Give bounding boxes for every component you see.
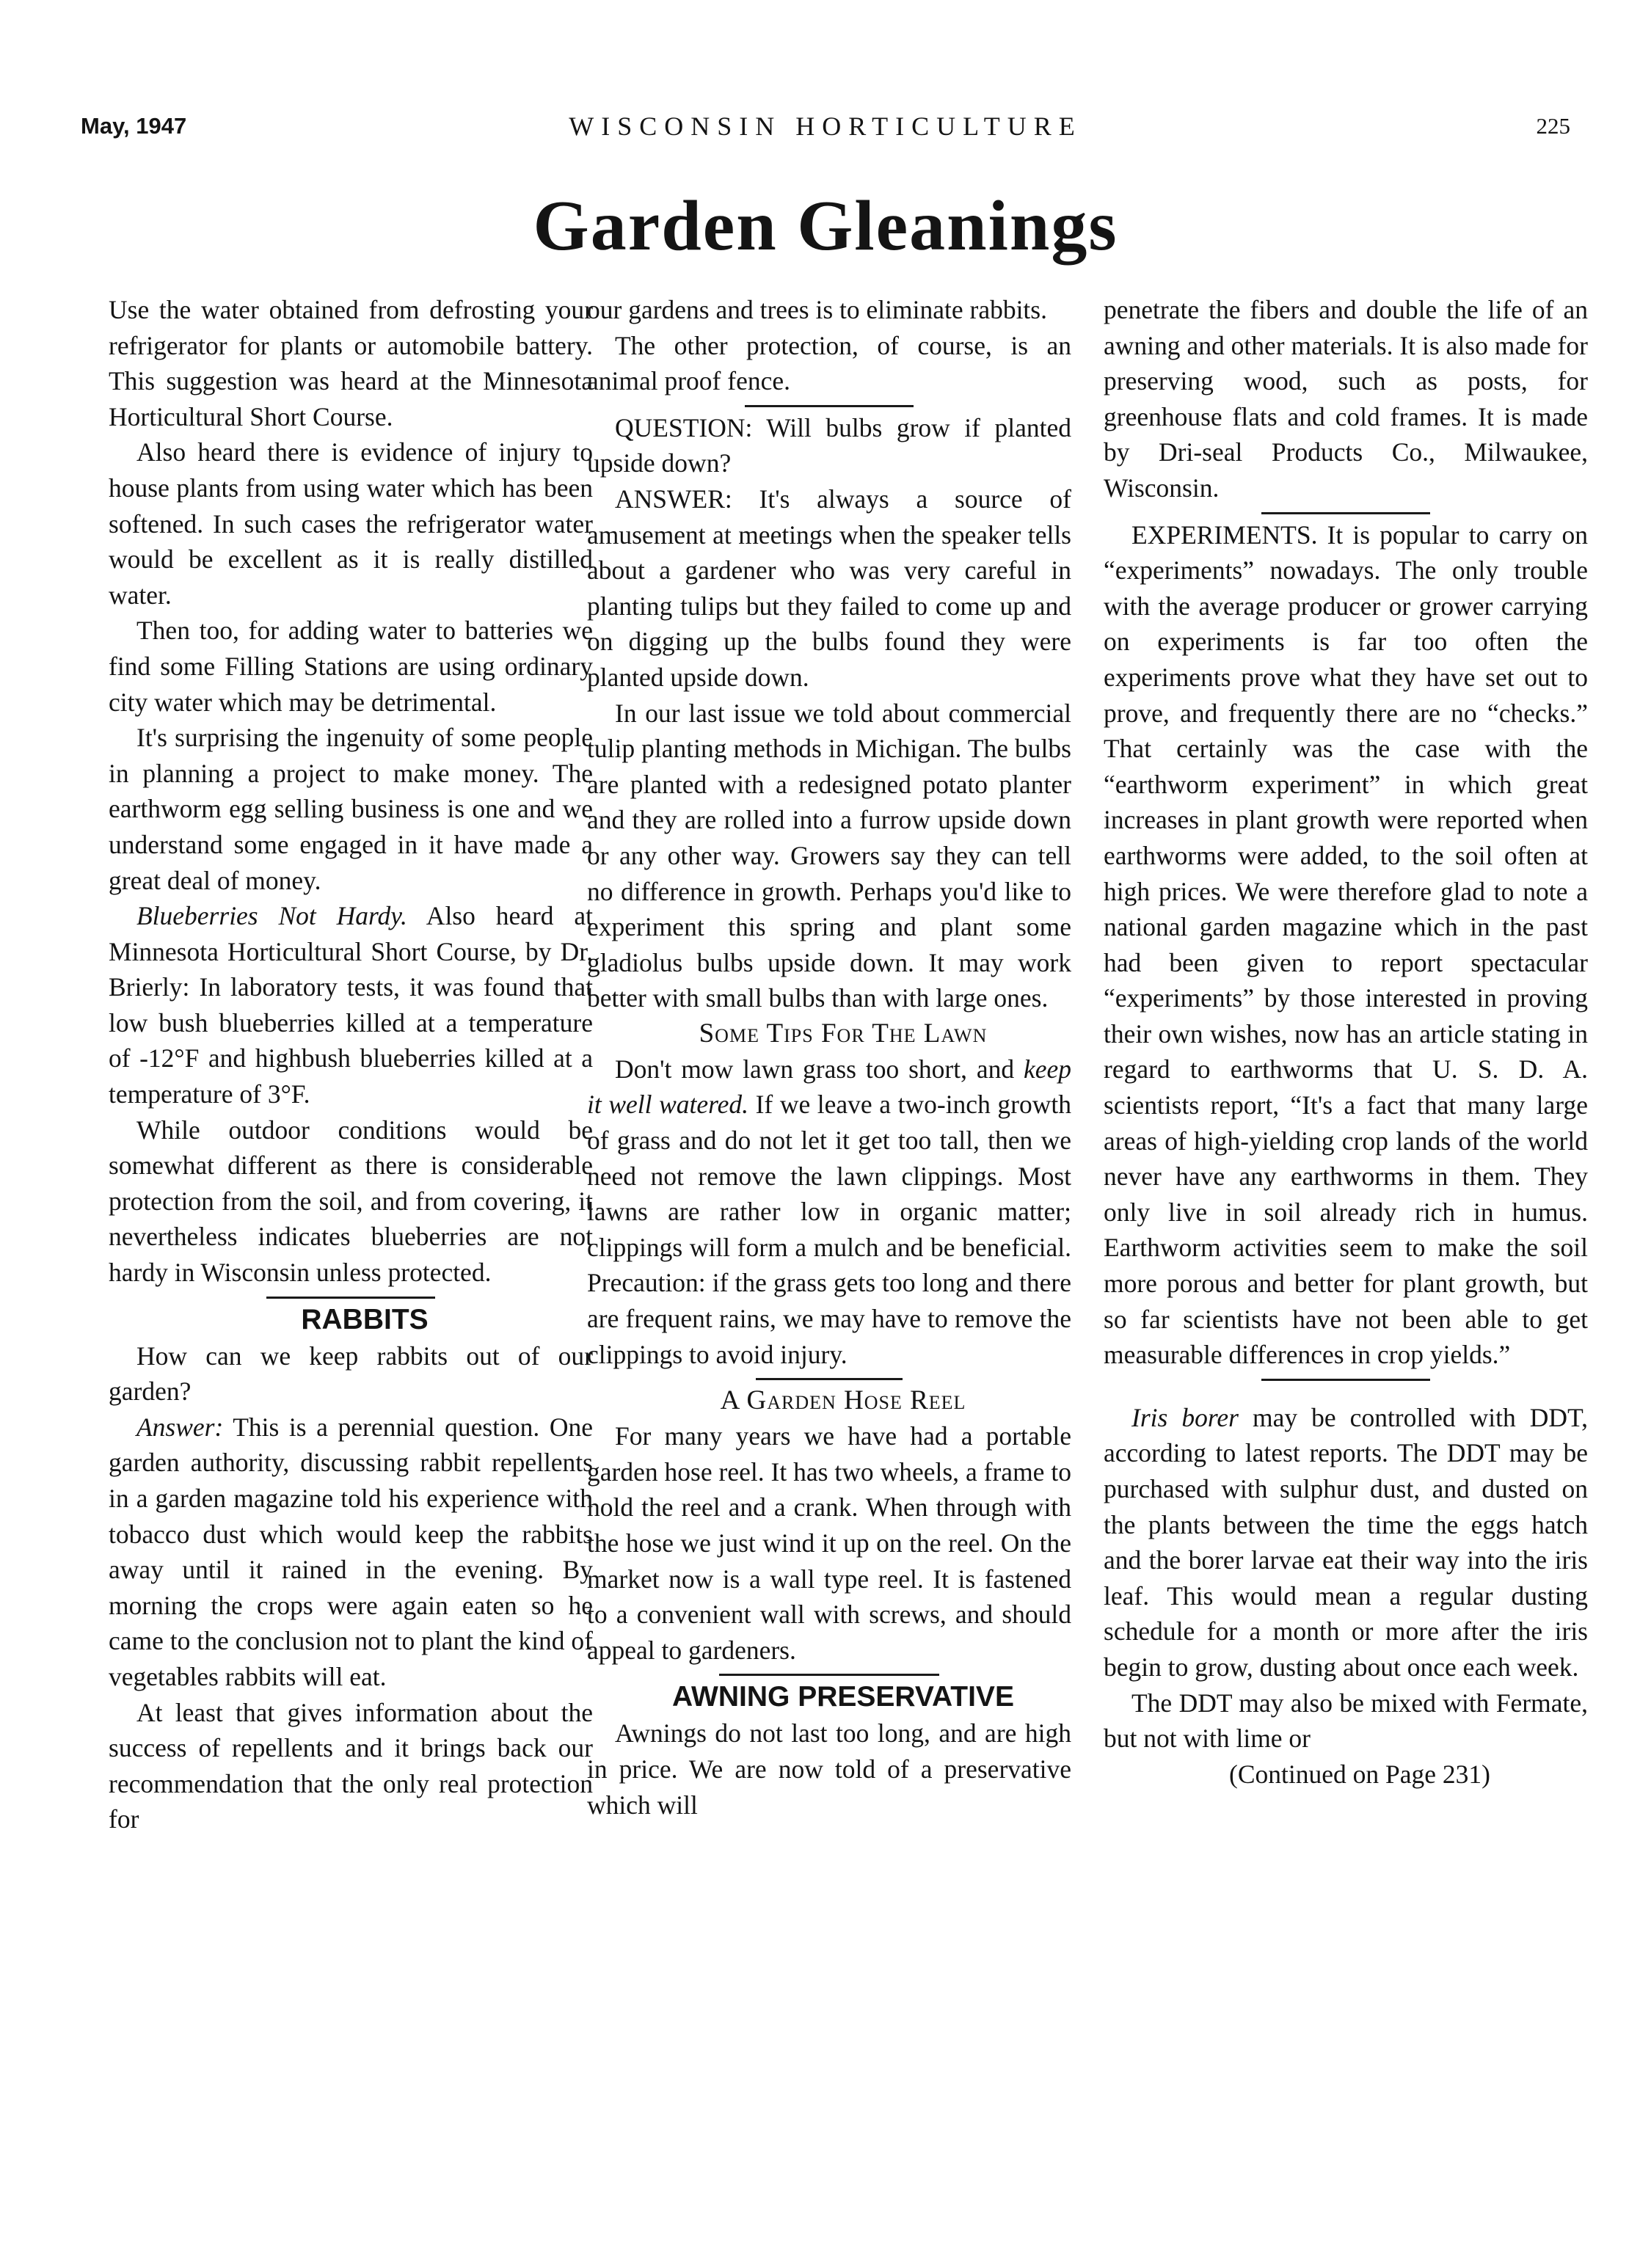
experiments-paragraph: EXPERIMENTS. It is popular to carry on “experiments” nowadays. The only trouble with the average producer or grower carrying on experiments is far too often the experiments prove what they have set out to prove, and frequently there are no “checks.” That certainly was the case with the “earthworm experiment” in which great increases in plant growth were reported when earthworms were added, to the soil often at high prices. We were therefore glad to note a national garden magazine which in the past had been given to report spectacular “experiments” by those interested in proving their own wishes, now has an article stating in regard to earthworms that U. S. D. A. scientists report, “It's a fact that many large areas of high-yielding crop lands of the world never have any earthworms in them. They only live in soil already rich in humus. Earthworm activities seem to make the soil more porous and better for plant growth, but so far scientists have not been able to get measurable differences in crop yields.”	[1104, 519, 1588, 1370]
paragraph: At least that gives information about the success of repellents and it brings back our recommendation that the only real protection for	[109, 1697, 593, 1834]
lawn-text-b: If we leave a two-inch growth of grass and do not let it get too tall, then we need not remove the lawn clippings. Most lawns are rather low in organic matter; clippings will form a mulch and be beneficial. Precaution: if the grass gets too long and there are frequent rains, we may have to remove the clippings to avoid injury.	[587, 1090, 1071, 1369]
bulbs-question: QUESTION: Will bulbs grow if planted upside down?	[587, 412, 1071, 478]
section-divider	[756, 1378, 903, 1380]
paragraph	[587, 1051, 1071, 1372]
page-number: 225	[1536, 113, 1570, 139]
paragraph: While outdoor conditions would be somewhat different as there is considerable protection from the soil, and from covering, it nevertheless indicates blueberries are not hardy in Wisconsin unless protected.	[109, 1115, 593, 1288]
paragraph: Also heard there is evidence of injury to house plants from using water which has been softened. In such cases the refrigerator water would be excellent as it is really distilled water.	[109, 437, 593, 610]
lawn-text-italic: keep it well watered.	[587, 1054, 1071, 1120]
column-1	[109, 292, 593, 1837]
iris-borer-body: may be controlled with DDT, according to latest reports. The DDT may be purchased with sulphur dust, and dusted on the plants between the time the eggs hatch and the borer larvae eat their way into the iris leaf. This would mean a regular dusting schedule for a month or more after the iris begin to grow, dusting about once each week.	[1104, 1402, 1588, 1682]
article-title: Garden Gleanings	[533, 186, 1118, 266]
rabbits-question: How can we keep rabbits out of our garden?	[109, 1341, 593, 1407]
section-divider	[745, 405, 914, 407]
section-divider	[1261, 512, 1430, 514]
issue-date: May, 1947	[81, 113, 187, 139]
section-divider	[1261, 1379, 1430, 1381]
awning-heading: AWNING PRESERVATIVE	[672, 1681, 1014, 1713]
magazine-title: WISCONSIN HORTICULTURE	[569, 112, 1082, 141]
bulbs-answer: ANSWER: It's always a source of amusement at meetings when the speaker tells about a gardener who was very careful in planting tulips but they failed to come up and on digging up the bulbs found they were planted upside down.	[587, 484, 1071, 692]
paragraph: our gardens and trees is to eliminate rabbits.	[587, 295, 1047, 324]
iris-borer-lead: Iris borer	[1131, 1402, 1239, 1432]
blueberries-lead: Blueberries Not Hardy.	[136, 901, 407, 931]
rabbits-heading: RABBITS	[301, 1303, 429, 1335]
blueberries-body: Also heard at Minnesota Horticultural Short Course, by Dr. Brierly: In laboratory tests, it was found that low bush blueberries killed at a temperature of -12°F and highbush blueberries killed at a temperature of 3°F.	[109, 901, 594, 1109]
paragraph: The other protection, of course, is an animal proof fence.	[587, 330, 1071, 396]
column-2	[587, 292, 1071, 1823]
paragraph	[1104, 1400, 1588, 1685]
hose-reel-heading: A Garden Hose Reel	[720, 1385, 966, 1416]
continued-note: (Continued on Page 231)	[1229, 1759, 1490, 1789]
paragraph: It's surprising the ingenuity of some people in planning a project to make money. The earthworm egg selling business is one and we understand some engaged in it have made a great deal of money.	[109, 723, 593, 895]
paragraph: Then too, for adding water to batteries we find some Filling Stations are using ordinary city water which may be detrimental.	[109, 616, 593, 717]
paragraph: Use the water obtained from defrosting your refrigerator for plants or automobile battery. This suggestion was heard at the Minnesota Horticultural Short Course.	[109, 295, 593, 431]
paragraph: The DDT may also be mixed with Fermate, but not with lime or	[1104, 1688, 1588, 1754]
lawn-text-a: Don't mow lawn grass too short, and	[615, 1054, 1024, 1084]
section-divider	[266, 1297, 435, 1299]
lawn-heading: Some Tips For The Lawn	[699, 1018, 988, 1049]
answer-body: This is a perennial question. One garden authority, discussing rabbit repellents in a garden magazine told his experience with tobacco dust which would keep the rabbits away until it rained in the evening. By morning the crops were again eaten so he came to the conclusion not to plant the kind of vegetables rabbits will eat.	[109, 1412, 593, 1691]
paragraph	[109, 1410, 593, 1695]
paragraph: penetrate the fibers and double the life of an awning and other materials. It is also made for preserving wood, such as posts, for greenhouse flats and cold frames. It is made by Dri-seal Products Co., Milwaukee, Wisconsin.	[1104, 295, 1588, 503]
answer-lead: Answer:	[136, 1412, 224, 1442]
section-divider	[719, 1674, 939, 1676]
paragraph	[109, 898, 593, 1112]
paragraph: Awnings do not last too long, and are high in price. We are now told of a preservative which will	[587, 1718, 1071, 1820]
paragraph: In our last issue we told about commercial tulip planting methods in Michigan. The bulbs are planted with a redesigned potato planter and they are rolled into a furrow upside down or any other way. Growers say they can tell no difference in growth. Perhaps you'd like to experiment this spring and plant some gladiolus bulbs upside down. It may work better with small bulbs than with large ones.	[587, 698, 1071, 1013]
column-3	[1104, 292, 1588, 1792]
paragraph: For many years we have had a portable garden hose reel. It has two wheels, a frame to hold the reel and a crank. When through with the hose we just wind it up on the reel. On the market now is a wall type reel. It is fastened to a convenient wall with screws, and should appeal to gardeners.	[587, 1421, 1071, 1665]
spacer	[1104, 1384, 1588, 1400]
